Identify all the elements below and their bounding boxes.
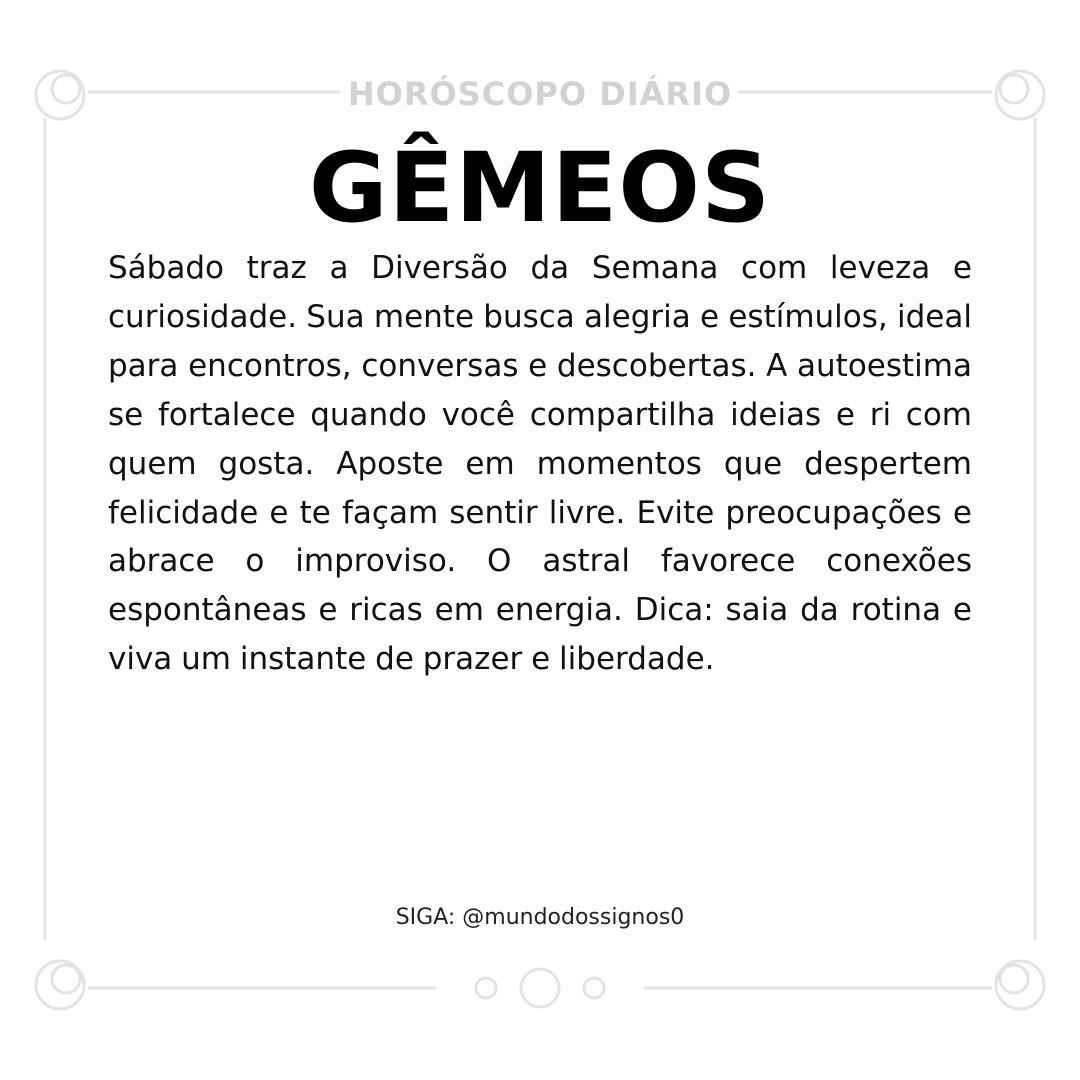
corner-ornament-bottom-right bbox=[996, 961, 1044, 1009]
bottom-small-circle-left bbox=[476, 978, 496, 998]
header-label: HORÓSCOPO DIÁRIO bbox=[347, 75, 733, 113]
follow-handle[interactable]: SIGA: @mundodossignos0 bbox=[395, 905, 685, 930]
bottom-small-circle-right bbox=[584, 978, 604, 998]
bottom-large-circle bbox=[521, 969, 559, 1007]
horoscope-text: Sábado traz a Diversão da Semana com leveza e curiosidade. Sua mente busca alegria e estímulos, ideal para encontros, conversas e descobertas. A autoestima se fortalece quando você compartilha ideias e ri com quem gosta. Aposte em momentos que despertem felicidade e te façam sentir livre. Evite preocupações e abrace o improviso. O astral favorece conexões espontâneas e ricas em energia. Dica: saia da rotina e viva um instante de prazer e liberdade. bbox=[108, 250, 972, 678]
sign-title: GÊMEOS bbox=[308, 132, 772, 244]
corner-ornament-bottom-left bbox=[36, 961, 84, 1009]
